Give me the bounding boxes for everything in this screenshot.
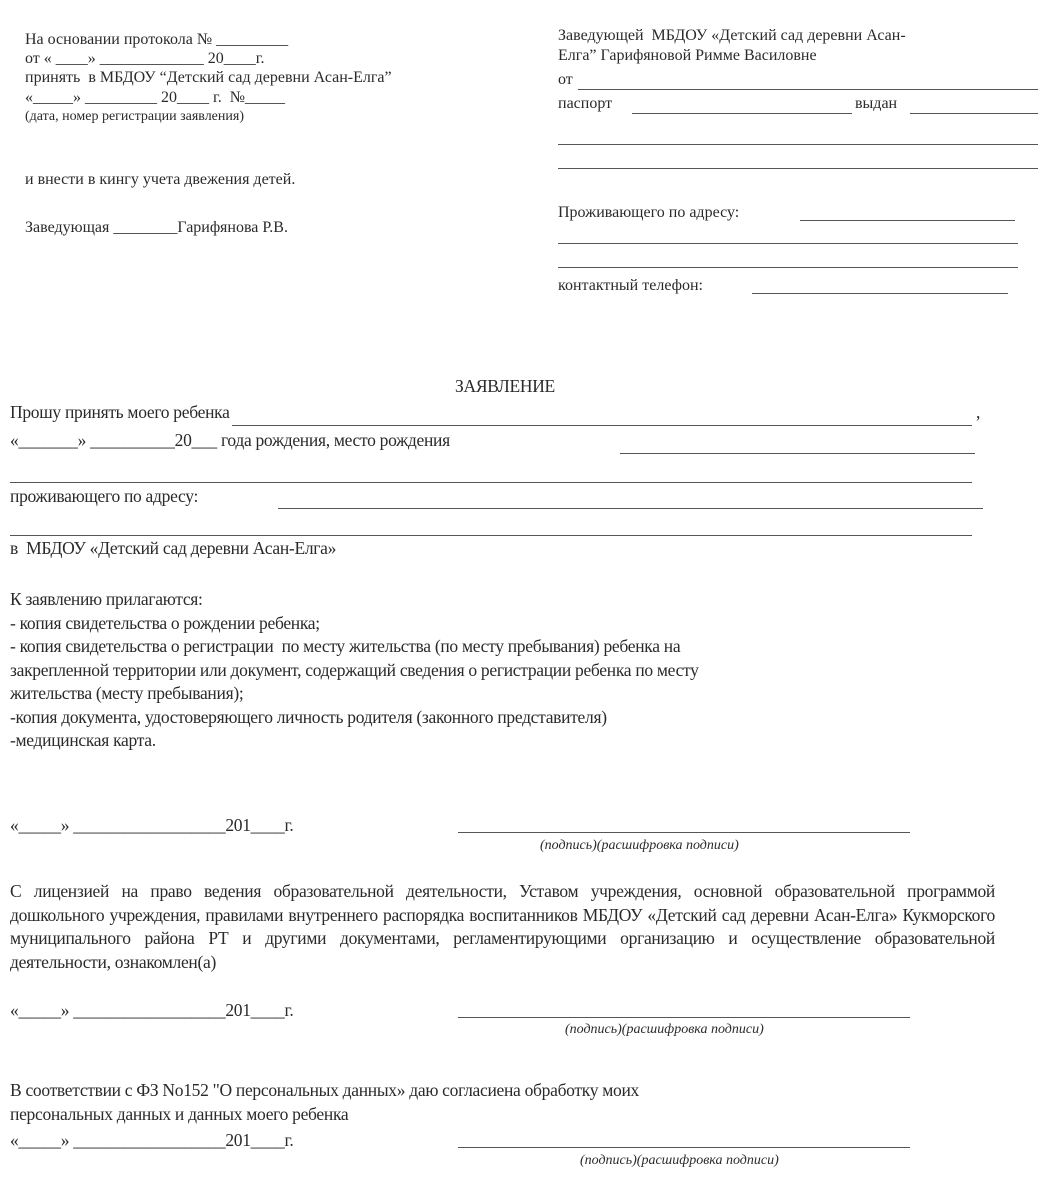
accept-line: принять в МБДОУ “Детский сад деревни Асан-Елга” [25,69,392,86]
address-field[interactable] [800,220,1015,221]
from-field[interactable] [578,89,1038,90]
signature-date: «_____» __________________201____г. [10,1130,294,1150]
passport-field[interactable] [632,113,852,114]
registration-hint: (дата, номер регистрации заявления) [25,109,244,124]
passport-extra-line-1[interactable] [558,144,1038,145]
registration-line: «_____» _________ 20____ г. №_____ [25,89,286,106]
signature-date: «_____» __________________201____г. [10,815,294,835]
phone-label: контактный телефон: [558,277,703,294]
protocol-date-line: от « ____» _____________ 20____г. [25,50,265,67]
attachment-item: жительства (месту пребывания); [10,683,244,703]
attachment-item: закрепленной территории или документ, содержащий сведения о регистрации ребенка по месту [10,660,699,680]
from-label: от [558,71,573,88]
child-name-field[interactable] [232,425,972,426]
addressee-line-2: Елга” Гарифяновой Римме Василовне [558,47,817,64]
issued-field[interactable] [910,113,1038,114]
attachment-item: -медицинская карта. [10,730,156,750]
attachment-item: - копия свидетельства о регистрации по месту жительства (по месту пребывания) ребенка на [10,636,681,656]
register-book-line: и внести в кингу учета двежения детей. [25,171,296,188]
address-extra-line-2[interactable] [558,267,1018,268]
attachment-item: - копия свидетельства о рождении ребенка; [10,613,320,633]
child-name-label: Прошу принять моего ребенка [10,402,230,422]
child-address-extra-line[interactable] [10,535,972,536]
birth-date-line: «_______» __________20___ года рождения, место рождения [10,430,450,450]
child-address-label: проживающего по адресу: [10,486,199,506]
application-title: ЗАЯВЛЕНИЕ [455,376,555,396]
address-extra-line-1[interactable] [558,243,1018,244]
passport-label: паспорт [558,95,613,112]
attachment-item: -копия документа, удостоверяющего личность родителя (законного представителя) [10,707,607,727]
school-line: в МБДОУ «Детский сад деревни Асан-Елга» [10,538,337,558]
passport-extra-line-2[interactable] [558,168,1038,169]
child-address-field[interactable] [278,508,983,509]
child-name-comma: , [976,402,981,422]
signature-field[interactable] [458,1147,910,1148]
signature-caption: (подпись)(расшифровка подписи) [580,1153,779,1168]
addressee-line-1: Заведующей МБДОУ «Детский сад деревни Асан- [558,27,906,44]
address-label: Проживающего по адресу: [558,204,740,221]
signature-date: «_____» __________________201____г. [10,1000,294,1020]
signature-caption: (подпись)(расшифровка подписи) [540,838,739,853]
head-signature-line: Заведующая ________Гарифянова Р.В. [25,219,288,236]
phone-field[interactable] [752,293,1008,294]
license-paragraph: С лицензией на право ведения образовательной деятельности, Уставом учреждения, основной образовательной программой дошкольного учреждения, правилами внутреннего распорядка воспитанников МБДОУ «Детский сад деревни Асан-Елга» Кукморского муниципального района РТ и другими документами, регламентирующими организацию и осуществление образовательной деятельности, ознакомлен(а) [10,881,995,972]
consent-line-1: В соответствии с ФЗ No152 "О персональных данных» даю согласиена обработку моих [10,1080,639,1100]
birth-place-field[interactable] [620,453,975,454]
consent-line-2: персональных данных и данных моего ребенка [10,1104,349,1124]
signature-field[interactable] [458,832,910,833]
signature-caption: (подпись)(расшифровка подписи) [565,1022,764,1037]
birth-place-extra-line[interactable] [10,482,972,483]
protocol-line: На основании протокола № _________ [25,31,289,48]
issued-label: выдан [855,95,898,112]
attachments-heading: К заявлению прилагаются: [10,589,203,609]
signature-field[interactable] [458,1017,910,1018]
